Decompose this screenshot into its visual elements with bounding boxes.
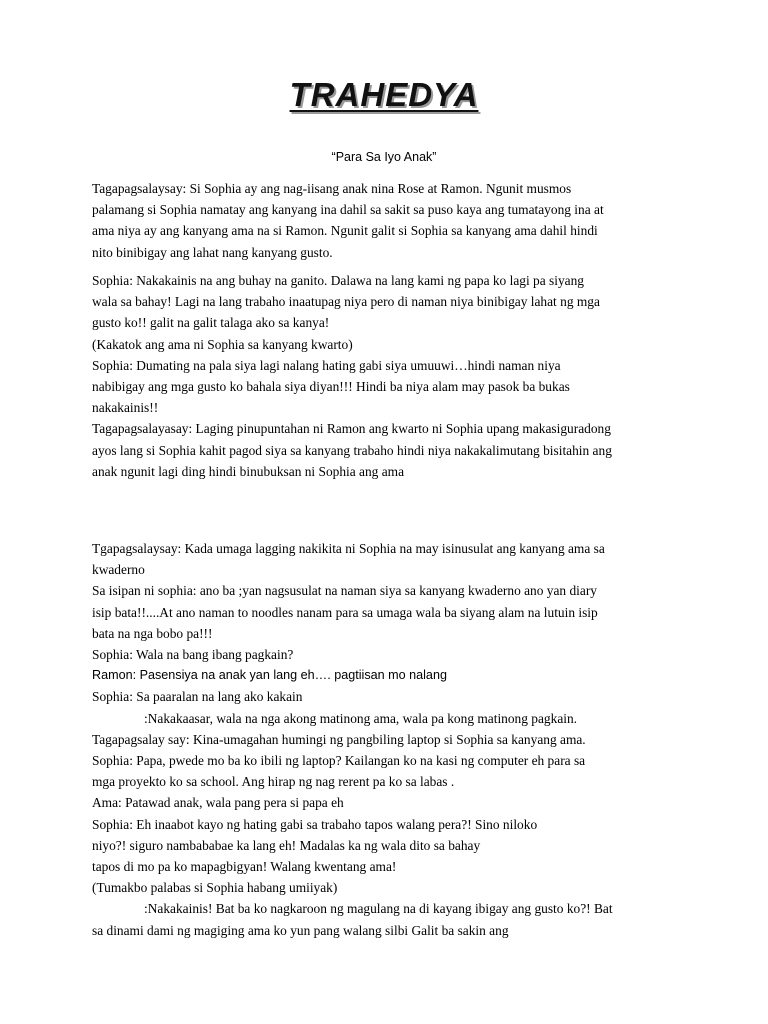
text-line: Tgapagsalaysay: Kada umaga lagging nakikita ni Sophia na may isinusulat ang kanyang ama sa [92, 541, 605, 556]
paragraph-scene-1 [92, 270, 692, 482]
text-line: (Kakatok ang ama ni Sophia sa kanyang kwarto) [92, 336, 353, 352]
text-line: :Nakakaasar, wala na nga akong matinong ama, wala pa kong matinong pagkain. [144, 710, 578, 726]
document-subtitle: “Para Sa Iyo Anak” [331, 150, 437, 164]
text-line: bata na nga bobo pa!!! [92, 625, 213, 641]
text-line: kwaderno [92, 562, 145, 578]
text-line: ama niya ay ang kanyang ama na si Ramon. Ngunit galit si Sophia sa kanyang ama dahil hindi [92, 223, 598, 239]
document-title: TRAHEDYA [289, 76, 479, 113]
text-line: Sophia: Eh inaabot kayo ng hating gabi sa trabaho tapos walang pera?! Sino niloko [92, 816, 538, 832]
text-line: mga proyekto ko sa school. Ang hirap ng nag rerent pa ko sa labas . [92, 774, 455, 790]
text-line: isip bata!!....At ano naman to noodles nanam para sa umaga wala ba siyang alam na lutuin isip [92, 604, 598, 620]
text-line: nabibigay ang mga gusto ko bahala siya diyan!!! Hindi ba niya alam may pasok ba bukas [92, 379, 570, 395]
text-line: Tagapagsalaysay: Si Sophia ay ang nag-iisang anak nina Rose at Ramon. Ngunit musmos [92, 181, 572, 196]
text-line: anak ngunit lagi ding hindi binubuksan ni Sophia ang ama [92, 463, 405, 479]
paragraph-intro [92, 178, 692, 263]
text-line: niyo?! siguro nambababae ka lang eh! Madalas ka ng wala dito sa bahay [92, 837, 481, 853]
text-line: Ramon: Pasensiya na anak yan lang eh…. pagtiisan mo nalang [92, 668, 447, 683]
text-line: tapos di mo pa ko mapagbigyan! Walang kwentang ama! [92, 859, 397, 875]
text-line: Sa isipan ni sophia: ano ba ;yan nagsusulat na naman siya sa kanyang kwaderno ano yan diary [92, 583, 597, 599]
text-line: gusto ko!! galit na galit talaga ako sa kanya! [92, 315, 330, 331]
text-line: wala sa bahay! Lagi na lang trabaho inaatupag niya pero di naman niya binibigay lahat ng mga [92, 294, 600, 310]
text-line: Tagapagsalayasay: Laging pinupuntahan ni Ramon ang kwarto ni Sophia upang makasiguradong [92, 421, 611, 437]
text-line: nakakainis!! [92, 400, 159, 416]
text-line: sa dinami dami ng magiging ama ko yun pang walang silbi Galit ba sakin ang [92, 922, 509, 938]
text-line: nito binibigay ang lahat nang kanyang gusto. [92, 244, 333, 260]
text-line: Tagapagsalay say: Kina-umagahan humingi ng pangbiling laptop si Sophia sa kanyang ama. [92, 731, 586, 747]
text-line: Sophia: Papa, pwede mo ba ko ibili ng laptop? Kailangan ko na kasi ng computer eh para sa [92, 753, 586, 769]
text-line: (Tumakbo palabas si Sophia habang umiiyak) [92, 880, 338, 896]
text-line: Ama: Patawad anak, wala pang pera si papa eh [92, 795, 344, 811]
text-line: :Nakakainis! Bat ba ko nagkaroon ng magulang na di kayang ibigay ang gusto ko?! Bat [144, 901, 613, 917]
text-line: Sophia: Wala na bang ibang pagkain? [92, 647, 294, 663]
text-line: Sophia: Nakakainis na ang buhay na ganito. Dalawa na lang kami ng papa ko lagi pa siyang [92, 273, 584, 288]
text-line: Sophia: Sa paaralan na lang ako kakain [92, 689, 303, 705]
paragraph-scene-2 [92, 538, 692, 941]
text-line: ayos lang si Sophia kahit pagod siya sa kanyang trabaho hindi niya nakakalimutang bisitahin ang [92, 442, 612, 458]
text-line: palamang si Sophia namatay ang kanyang ina dahil sa sakit sa puso kaya ang tumatayong ina at [92, 202, 604, 218]
text-line: Sophia: Dumating na pala siya lagi nalang hating gabi siya umuuwi…hindi naman niya [92, 357, 561, 373]
